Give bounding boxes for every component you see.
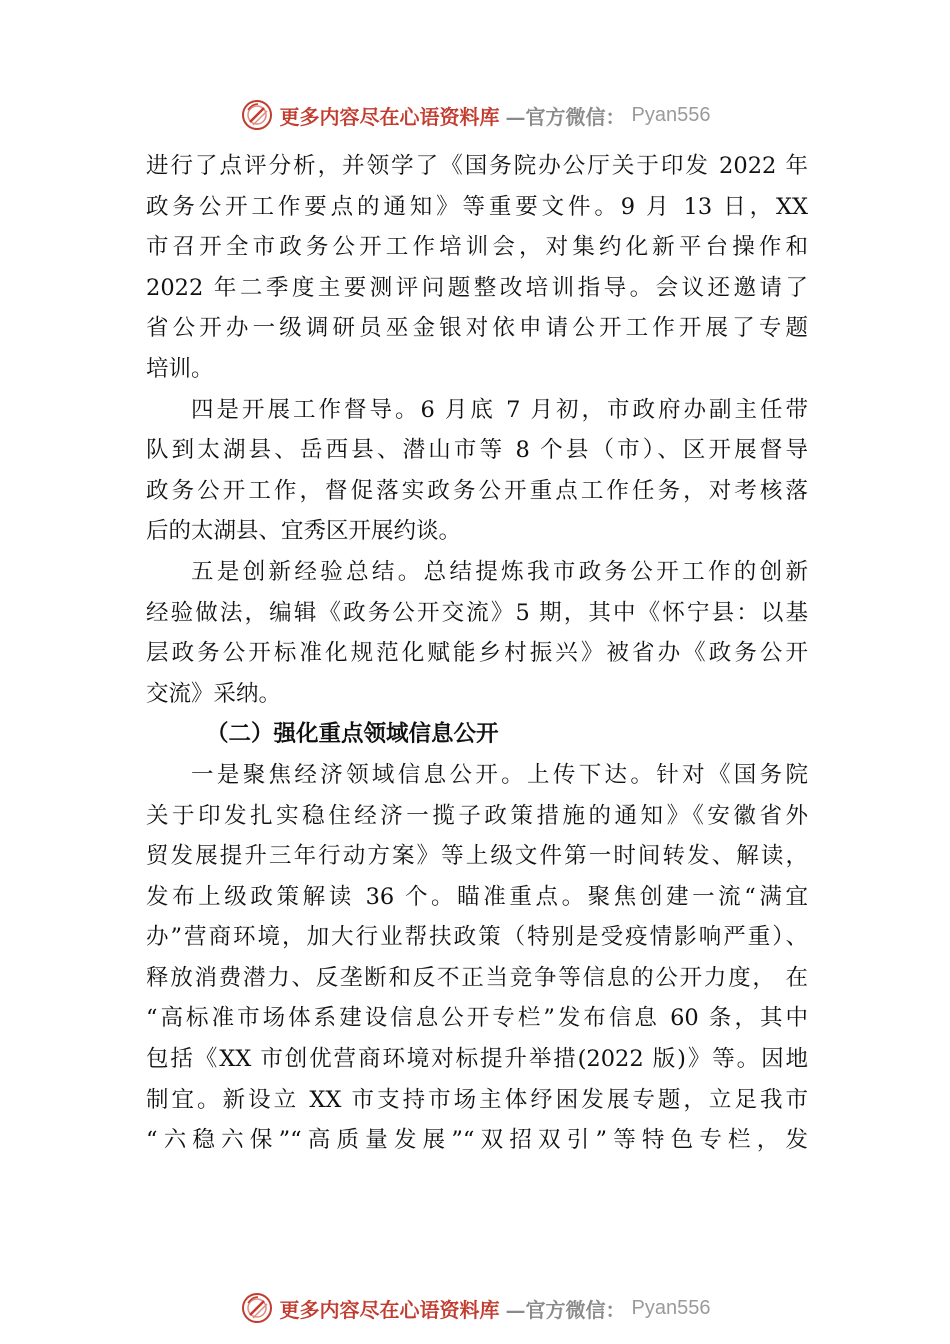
- body-line: 交流》采纳。: [146, 680, 282, 707]
- body-line: 层政务公开标准化规范化赋能乡村振兴》被省办《政务公开: [146, 640, 808, 667]
- watermark-wechat-label: —官方微信：: [505, 104, 626, 129]
- header-watermark: [0, 95, 950, 135]
- body-line: 贸发展提升三年行动方案》等上级文件第一时间转发、解读，: [146, 843, 808, 870]
- watermark-library-text: 更多内容尽在心语资料库: [279, 1297, 500, 1322]
- body-line: 市召开全市政务公开工作培训会，对集约化新平台操作和: [146, 234, 808, 261]
- body-line: 制宜。新设立 XX 市支持市场主体纾困发展专题，立足我市: [146, 1086, 808, 1113]
- body-line: 关于印发扎实稳住经济一揽子政策措施的通知》《安徽省外: [146, 802, 808, 829]
- body-line: 省公开办一级调研员巫金银对依申请公开工作开展了专题: [146, 315, 808, 342]
- document-body: [146, 146, 808, 1161]
- paragraph-start-line: 五是创新经验总结。总结提炼我市政务公开工作的创新: [191, 558, 808, 585]
- body-line: 政务公开工作要点的通知》等重要文件。9 月 13 日，XX: [146, 193, 808, 220]
- body-line: “高标准市场体系建设信息公开专栏”发布信息 60 条，其中: [146, 1005, 808, 1032]
- body-line: 后的太湖县、宜秀区开展约谈。: [146, 518, 462, 545]
- paragraph-start-line: 四是开展工作督导。6 月底 7 月初，市政府办副主任带: [191, 396, 808, 423]
- body-line: 2022 年二季度主要测评问题整改培训指导。会议还邀请了: [146, 274, 808, 301]
- body-line: 培训。: [146, 355, 214, 382]
- watermark-wechat-id: Pyan556: [631, 103, 711, 126]
- body-line: 进行了点评分析，并领学了《国务院办公厅关于印发 2022 年: [146, 153, 808, 179]
- sound-wave-logo-icon: [240, 1291, 274, 1325]
- watermark-wechat-label: —官方微信：: [505, 1297, 626, 1322]
- body-line: 队到太湖县、岳西县、潜山市等 8 个县（市）、区开展督导: [146, 437, 808, 464]
- body-line: 包括《XX 市创优营商环境对标提升举措(2022 版)》等。因地: [146, 1046, 808, 1073]
- sound-wave-logo-icon: [240, 98, 274, 132]
- body-line: “六稳六保”“高质量发展”“双招双引”等特色专栏，发: [146, 1127, 808, 1154]
- body-line: 释放消费潜力、反垄断和反不正当竞争等信息的公开力度， 在: [146, 964, 808, 991]
- paragraph-start-line: 一是聚焦经济领域信息公开。上传下达。针对《国务院: [191, 761, 808, 788]
- watermark-library-text: 更多内容尽在心语资料库: [279, 104, 500, 129]
- body-line: 发布上级政策解读 36 个。瞄准重点。聚焦创建一流“满宜: [146, 883, 808, 910]
- footer-watermark: [0, 1288, 950, 1328]
- body-line: 政务公开工作，督促落实政务公开重点工作任务，对考核落: [146, 477, 808, 504]
- body-line: 办”营商环境，加大行业帮扶政策（特别是受疫情影响严重）、: [146, 924, 808, 951]
- section-heading: （二）强化重点领域信息公开: [206, 721, 499, 748]
- body-line: 经验做法，编辑《政务公开交流》5 期，其中《怀宁县：以基: [146, 599, 808, 626]
- watermark-wechat-id: Pyan556: [631, 1296, 711, 1319]
